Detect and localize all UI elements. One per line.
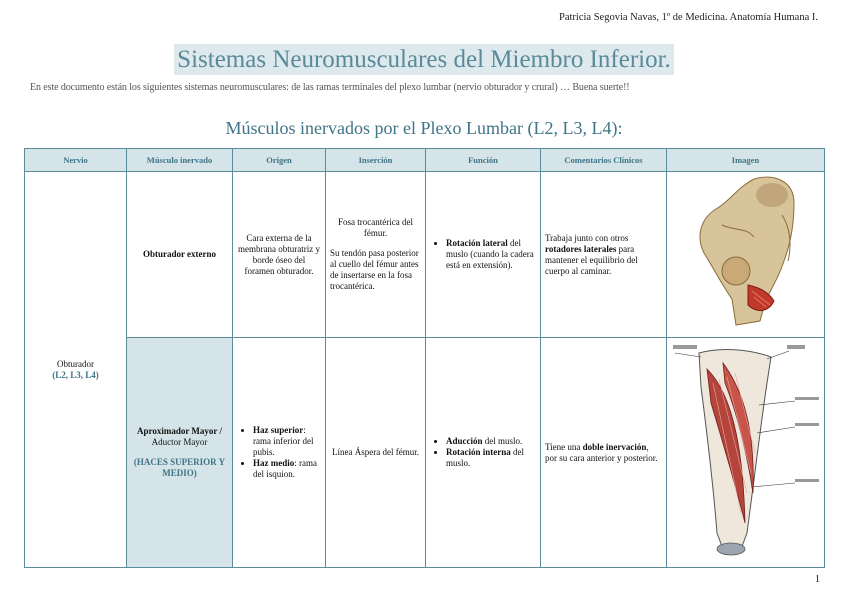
image-cell bbox=[667, 172, 825, 338]
insertion-cell bbox=[326, 172, 426, 338]
insertion-text: Fosa trocantérica del fémur. bbox=[338, 217, 413, 238]
origin-cell bbox=[233, 172, 326, 338]
muscle-cell bbox=[127, 172, 233, 338]
document-title: Sistemas Neuromusculares del Miembro Inferior. bbox=[174, 44, 674, 75]
list-item: • Rotación lateral del muslo (cuando la cadera está en extensión). bbox=[446, 238, 536, 271]
muscle-name: Aproximador Mayor / bbox=[137, 426, 222, 436]
header-funcion: Función bbox=[426, 149, 541, 172]
intro-text: En este documento están los siguientes sistemas neuromusculares: de las ramas terminales del plexo lumbar (nervio obturador y crural) … Buena suerte!! bbox=[30, 82, 630, 93]
header-musculo: Músculo inervado bbox=[127, 149, 233, 172]
insertion-cell bbox=[326, 338, 426, 568]
comment-cell: Trabaja junto con otros rotadores laterales para mantener el equilibrio del cuerpo al caminar. bbox=[541, 172, 667, 338]
section-title: Músculos inervados por el Plexo Lumbar (L2, L3, L4): bbox=[225, 118, 623, 138]
table-row bbox=[25, 338, 825, 568]
function-list bbox=[430, 436, 536, 469]
nerve-cell bbox=[25, 172, 127, 568]
muscle-heads: (HACES SUPERIOR Y MEDIO) bbox=[133, 457, 226, 478]
list-item: • Rotación interna del muslo. bbox=[446, 447, 536, 469]
table-row bbox=[25, 172, 825, 338]
muscle-alt-name: Aductor Mayor bbox=[151, 437, 208, 447]
list-item: • Haz superior: rama inferior del pubis. bbox=[253, 425, 321, 458]
origin-text: Cara externa de la membrana obturatriz y borde óseo del foramen obturador. bbox=[238, 232, 320, 276]
table-header-row bbox=[25, 149, 825, 172]
thigh-muscle-image bbox=[671, 343, 821, 559]
header-comentarios: Comentarios Clínicos bbox=[541, 149, 667, 172]
title-wrap bbox=[0, 44, 848, 75]
hip-bone-image bbox=[694, 175, 798, 331]
function-cell bbox=[426, 338, 541, 568]
nerve-roots: (L2, L3, L4) bbox=[52, 369, 99, 380]
muscle-name: Obturador externo bbox=[142, 249, 217, 259]
header-origen: Origen bbox=[233, 149, 326, 172]
nerve-name: Obturador bbox=[57, 358, 94, 369]
muscle-cell bbox=[127, 338, 233, 568]
origin-list bbox=[237, 425, 321, 480]
origin-cell bbox=[233, 338, 326, 568]
insertion-detail: Su tendón pasa posterior al cuello del fémur antes de insertarse en la fosa trocantérica. bbox=[330, 248, 419, 291]
function-list bbox=[430, 238, 536, 271]
list-item: • Aducción del muslo. bbox=[446, 436, 536, 447]
header-imagen: Imagen bbox=[667, 149, 825, 172]
header-insercion: Inserción bbox=[326, 149, 426, 172]
page-number: 1 bbox=[815, 574, 820, 585]
insertion-text: Línea Áspera del fémur. bbox=[332, 447, 419, 457]
function-cell bbox=[426, 172, 541, 338]
image-cell bbox=[667, 338, 825, 568]
muscle-table bbox=[24, 148, 825, 568]
comment-cell: Tiene una doble inervación, por su cara anterior y posterior. bbox=[541, 338, 667, 568]
header-nervio: Nervio bbox=[25, 149, 127, 172]
list-item: • Haz medio: rama del isquion. bbox=[253, 458, 321, 480]
author-line: Patricia Segovia Navas, 1º de Medicina. Anatomía Humana I. bbox=[559, 12, 818, 23]
